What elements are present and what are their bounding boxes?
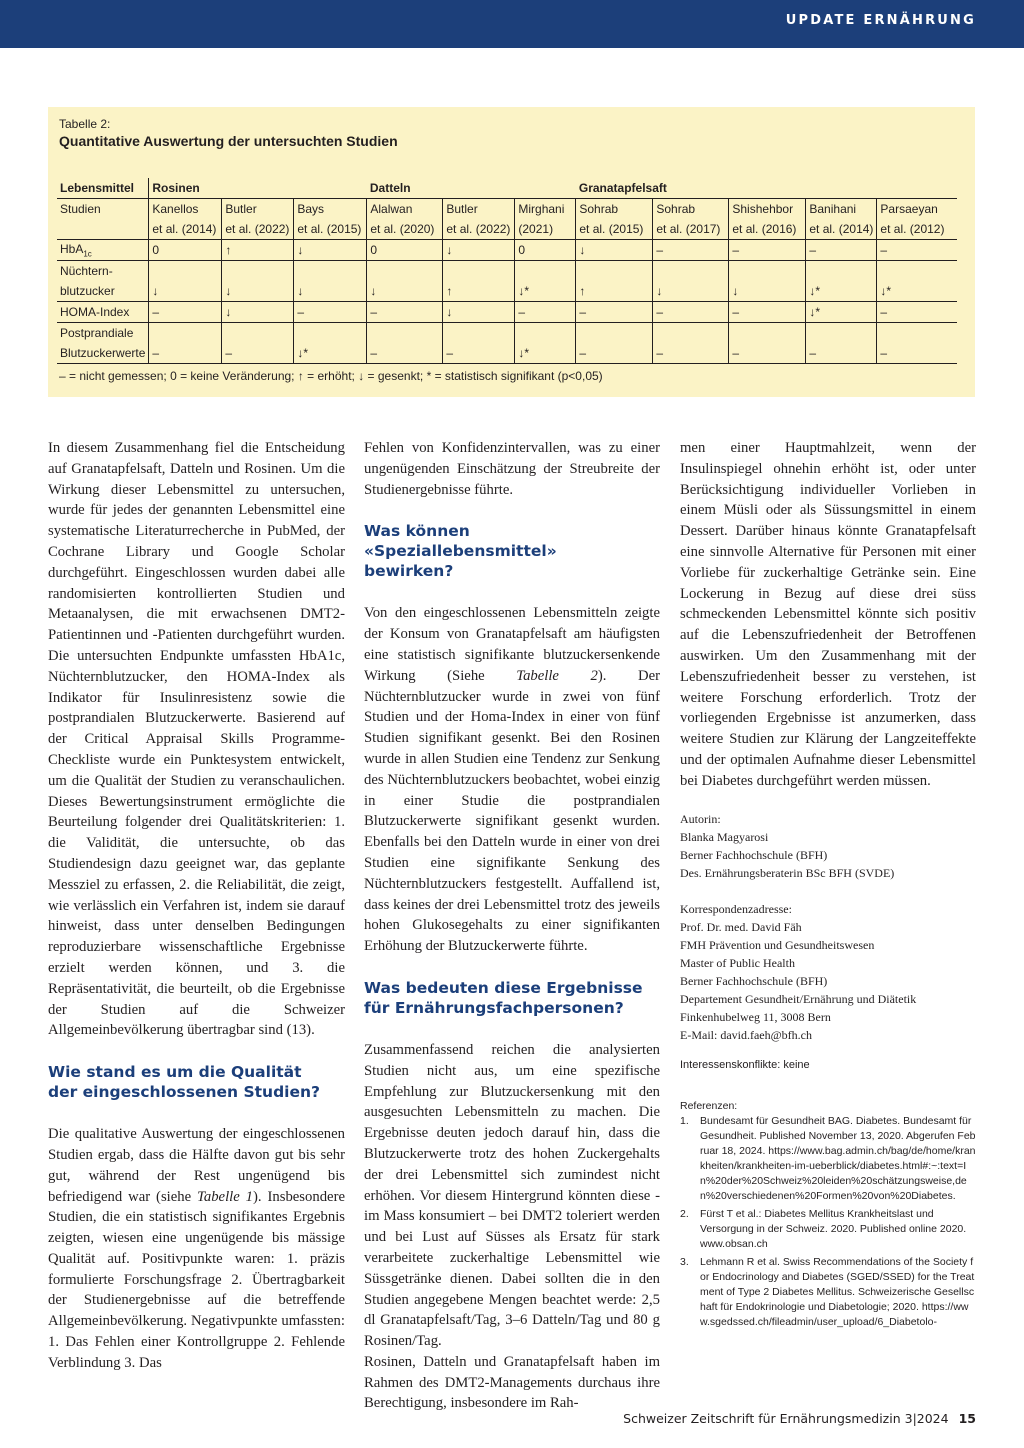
table-cell: 0 [367,240,443,261]
journal-name: Schweizer Zeitschrift für Ernährungsmedizin 3|2024 [623,1411,949,1426]
author-block: Autorin: Blanka Magyarosi Berner Fachhochschule (BFH) Des. Ernährungsberaterin BSc BFH (SVDE) [680,811,895,880]
references [680,1099,976,1330]
table-cell: – [729,343,806,364]
table-cell: – [443,343,515,364]
table-cell: – [877,240,957,261]
table-cell: – [149,343,222,364]
table-legend: – = nicht gemessen; 0 = keine Veränderung; ↑ = erhöht; ↓ = gesenkt; * = statistisch signifikant (p<0,05) [59,369,603,383]
results-table [57,178,957,364]
table-cell: ↓* [515,343,576,364]
study-year: et al. (2022) [222,219,294,240]
study-name: Mirghani [515,199,576,220]
table-row [57,199,957,220]
row-label-nbz-1: Nüchtern- [60,264,113,278]
table-row [57,323,957,344]
section-label: UPDATE ERNÄHRUNG [785,13,976,28]
table-row [57,219,957,240]
table-head-row [57,178,957,199]
study-name: Sohrab [576,199,653,220]
table-cell: ↓* [806,302,877,323]
row-label-pp-2: Blutzuckerwerte [57,343,149,364]
head-granatapfelsaft: Granatapfelsaft [576,178,957,199]
study-name: Parsaeyan [877,199,957,220]
table-row [57,240,957,261]
table-cell: – [729,240,806,261]
table-cell: – [729,302,806,323]
table-cell: – [877,302,957,323]
table-cell: ↓ [149,281,222,302]
studien-label: Studien [60,202,101,216]
table-cell: – [653,302,729,323]
section-heading: Wie stand es um die Qualität der eingeschlossenen Studien? [48,1063,321,1102]
table-cell: ↑ [443,281,515,302]
text-column-2 [364,438,660,1414]
study-year: (2021) [515,219,576,240]
study-year: et al. (2015) [294,219,367,240]
table-cell: ↓ [653,281,729,302]
paragraph: Rosinen, Datteln und Granatapfelsaft haben im Rahmen des DMT2-Managements durchaus ihre Berechtigung, insbesondere im Rah- [364,1353,660,1412]
table-cell: – [653,240,729,261]
reference-item: 3. Lehmann R et al. Swiss Recommendations of the Society for Endocrinology and Diabetes (SGED/SSED) for the Treatment of Type 2 Diabetes Mellitus. Schweizerische Gesellschaft für Endokrinologie und Diabetologie; 2020. https://www.sgedssed.ch/fileadmin/user_upload/6_Diabetolo- [680,1255,975,1328]
table-cell: ↓ [443,240,515,261]
study-year: et al. (2015) [576,219,653,240]
table-cell: ↓ [576,240,653,261]
row-label-hba1c: HbA$_{1c}$ [57,240,149,261]
table-cell: – [222,343,294,364]
table-cell: ↑ [222,240,294,261]
table-cell: ↓* [877,281,957,302]
table-cell: – [367,343,443,364]
table-title: Quantitative Auswertung der untersuchten Studien [59,133,398,149]
table-cell: ↓* [515,281,576,302]
study-name: Bays [294,199,367,220]
table-row [57,261,957,282]
study-name: Alalwan [367,199,443,220]
paragraph: Zusammenfassend reichen die analysierten Studien nicht aus, um eine spezifische Empfehlung zur Blutzuckersenkung mit den ausgesuchten Lebensmitteln zu machen. Die Ergebnisse deuten jedoch darauf hin, dass die Blutzuckerwerte trotz des hohen Zuckergehalts der drei Lebensmittel sich zumindest nicht erhöhen. Vor diesem Hintergrund könnten diese - im Mass konsumiert – bei DMT2 toleriert werden und bei Lust auf Süsses als Ersatz für stark verarbeitete zuckerhaltige Lebensmittel wie Süssgetränke dienen. Dabei sollten die in den Studien angegebene Mengen beachtet werde: 2,5 dl Granatapfelsaft/Tag, 3–6 Datteln/Tag und 80 g Rosinen/Tag. [364,1041,660,1350]
table-cell: – [653,343,729,364]
page-footer [623,1411,976,1426]
study-year: et al. (2016) [729,219,806,240]
table-cell: ↓ [222,281,294,302]
table-cell: – [877,343,957,364]
row-label-pp-1: Postprandiale [60,326,134,340]
paragraph: In diesem Zusammenhang fiel die Entscheidung auf Granatapfelsaft, Datteln und Rosinen. Um die Wirkung dieser Lebensmittel zu untersuchen, wurde für jedes der genannten Lebensmittel eine systematische Literaturrecherche in PubMed, der Cochrane Library und Google Scholar durchgeführt. Eingeschlossen wurden dabei alle randomisierten kontrollierten Studien und Metaanalysen, die mit erwachsenen DMT2-Patientinnen und -Patienten durchgeführt wurden. Die untersuchten Endpunkte umfassten HbA1c, Nüchternblutzucker, den HOMA-Index als Indikator für Insulinresistenz sowie die postprandialen Blutzuckerwerte. Basierend auf der Critical Appraisal Skills Programme-Checkliste wurde ein Punktesystem entwickelt, um die Qualität der Studien zu veranschaulichen. Dieses Bewertungsinstrument ermöglichte die Beurteilung folgender drei Qualitätskriterien: 1. die Validität, die untersuchte, ob das Studiendesign dazu geeignet war, das geplante Messziel zu erfassen, 2. die Reliabilität, die zeigt, wie verlässlich ein Verfahren ist, indem sie darauf hinweist, dass unter denselben Bedingungen reproduzierbare wissenschaftliche Ergebnisse erzielt werden können, und 3. die Repräsentativität, die beurteilt, ob die Ergebnisse der Studien auf die Schweizer Allgemeinbevölkerung übertragbar sind (13). [48,440,345,1039]
table-cell: – [367,302,443,323]
reference-item: 2. Fürst T et al.: Diabetes Mellitus Krankheitslast und Versorgung in der Schweiz. 2020. Published online 2020. www.obsan.ch [680,1207,967,1250]
table-cell: ↓ [222,302,294,323]
section-heading: Was bedeuten diese Ergebnisse für Ernährungsfachpersonen? [364,978,643,1017]
study-year: et al. (2017) [653,219,729,240]
table-cell: – [294,302,367,323]
study-year: et al. (2022) [443,219,515,240]
study-name: Shishehbor [729,199,806,220]
table-cell: ↓ [294,240,367,261]
table-cell: 0 [515,240,576,261]
header-bar [0,0,1024,48]
section-heading: Was können «Speziallebensmittel» bewirken? [364,522,557,581]
table-cell: ↓* [294,343,367,364]
study-name: Butler [443,199,515,220]
table-caption [59,117,398,149]
table-cell: – [576,343,653,364]
paragraph: Fehlen von Konfidenzintervallen, was zu einer ungenügenden Einschätzung der Streubreite der Studienergebnisse führte. [364,440,660,498]
study-year: et al. (2020) [367,219,443,240]
table-cell: – [576,302,653,323]
study-name: Butler [222,199,294,220]
table-cell: ↓ [294,281,367,302]
paragraph: Von den eingeschlossenen Lebensmitteln zeigte der Konsum von Granatapfelsaft am häufigsten eine statistisch signifikante blutzuckersenkende Wirkung (Siehe Tabelle 2). Der Nüchternblutzucker wurde in zwei von fünf Studien und der Homa-Index in einer von fünf Studien signifikant gesenkt. Bei den Rosinen wurde in allen Studien eine Tendenz zur Senkung des Nüchternblutzuckers beobachtet, wobei einzig in einer Studie die postprandialen Blutzuckerwerte signifikant gesenkt wurden. Ebenfalls bei den Datteln wurde in einer von drei Studien eine signifikante Senkung des Nüchternblutzuckers festgestellt. Auffallend ist, dass keines der drei Lebensmittel trotz des jeweils hohen Glukosegehalts zu einer signifikanten Erhöhung der Blutzuckerwerte führte. [364,605,660,955]
table-cell: – [149,302,222,323]
table-cell: ↓* [806,281,877,302]
study-year: et al. (2012) [877,219,957,240]
study-name: Kanellos [149,199,222,220]
table-label: Tabelle 2: [59,117,111,131]
study-name: Sohrab [653,199,729,220]
study-year: et al. (2014) [806,219,877,240]
table-row [57,302,957,323]
table-cell: ↓ [367,281,443,302]
study-name: Banihani [806,199,877,220]
head-rosinen: Rosinen [149,178,367,199]
paragraph: Die qualitative Auswertung der eingeschlossenen Studien ergab, dass die Hälfte davon gut bis sehr gut, während der Rest ungenügend bis befriedigend war (siehe Tabelle 1). Insbesondere Studien, die ein statistisch signifikantes Ergebnis zeigten, wiesen eine ungenügende bis mässige Qualität auf. Positivpunkte waren: 1. präzis formulierte Forschungsfrage 2. Übertragbarkeit der Studienergebnisse auf die betreffende Allgemeinbevölkerung. Negativpunkte umfassten: 1. Das Fehlen einer Kontrollgruppe 2. Fehlende Verblindung 3. Das [48,1126,345,1371]
row-label-nbz-2: blutzucker [57,281,149,302]
page-number: 15 [958,1411,976,1426]
table-cell: ↓ [443,302,515,323]
references-label: Referenzen: [680,1099,738,1112]
row-label-homa: HOMA-Index [57,302,149,323]
head-lebensmittel: Lebensmittel [57,178,149,199]
table-row [57,343,957,364]
text-column-3 [680,438,976,1330]
reference-item: 1. Bundesamt für Gesundheit BAG. Diabetes. Bundesamt für Gesundheit. Published November 13, 2020. Abgerufen Februar 18, 2024. https://www.bag.admin.ch/bag/de/home/krankheiten/krankheiten-im-ueberblick/diabetes.html#:~:text=In%20der%20Schweiz%20leiden%20schätzungsweise,den%20verschiedenen%20Formen%20von%20Diabetes. [680,1114,976,1202]
text-column-1 [48,438,345,1374]
study-year: et al. (2014) [149,219,222,240]
correspondence-block: Korrespondenzadresse: Prof. Dr. med. David Fäh FMH Prävention und Gesundheitswesen Master of Public Health Berner Fachhochschule (BFH) Departement Gesundheit/Ernährung und Diätetik Finkenhubelweg 11, 3008 Bern E-Mail: david.faeh@bfh.ch [680,901,917,1042]
table-row [57,281,957,302]
table-cell: ↑ [576,281,653,302]
conflict-note: Interessenskonflikte: keine [680,1058,810,1071]
table-cell: 0 [149,240,222,261]
table-cell: – [515,302,576,323]
head-datteln: Datteln [367,178,576,199]
table-cell: ↓ [729,281,806,302]
table-cell: – [806,240,877,261]
table-box [48,107,975,397]
paragraph: men einer Hauptmahlzeit, wenn der Insulinspiegel ohnehin erhöht ist, oder unter Berücksichtigung individueller Vorlieben in einem Müsli oder als Süssungsmittel in einem Dessert. Darüber hinaus könnte Granatapfelsaft eine sinnvolle Alternative für Personen mit einer Vorliebe für zuckerhaltige Getränke sein. Eine Lockerung in Bezug auf diese drei süss schmeckenden Lebensmittel könnte sich positiv auf die Lebenszufriedenheit der Betroffenen auswirken. Um den Zusammenhang mit der Lebenszufriedenheit besser zu verstehen, ist weitere Forschung erforderlich. Trotz der vorliegenden Ergebnisse ist anzumerken, dass weitere Studien zur Klärung der Langzeiteffekte und der optimalen Aufnahme dieser Lebensmittel bei Diabetes durchgeführt werden müssen. [680,440,976,789]
table-cell: – [806,343,877,364]
